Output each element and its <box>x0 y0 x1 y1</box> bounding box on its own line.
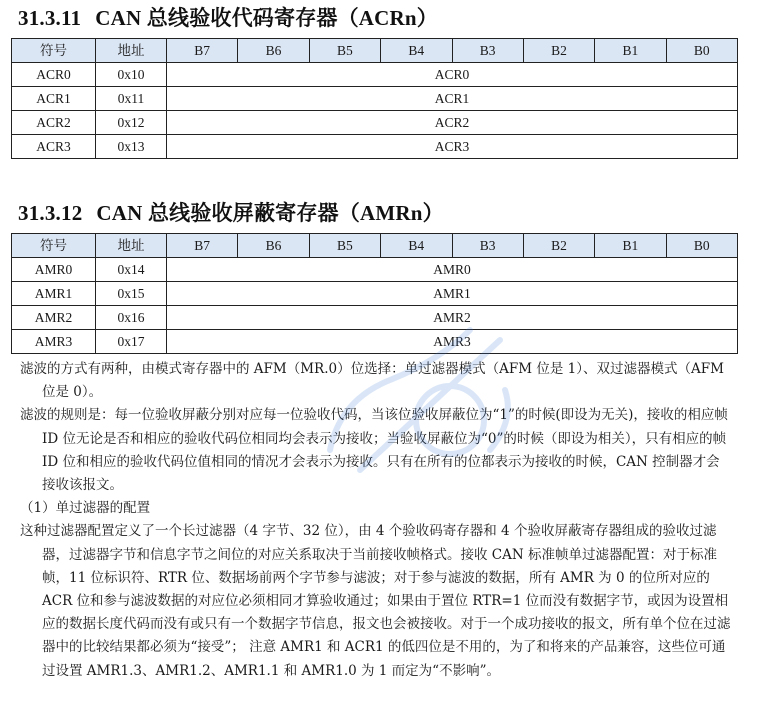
header-address: 地址 <box>96 39 167 63</box>
cell-value: AMR2 <box>167 306 738 330</box>
header-b1: B1 <box>595 39 666 63</box>
cell-symbol: AMR3 <box>12 330 96 354</box>
acr-register-table <box>11 38 738 159</box>
paragraph-single-filter: 这种过滤器配置定义了一个长过滤器（4 字节、32 位），由 4 个验收码寄存器和 4 个验收屏蔽寄存器组成的验收过滤器，过滤器字节和信息字节之间位的对应关系取决于当前接收帧格式。接收 CAN 标准帧单过滤器配置：对于标准帧，11 位标识符、RTR 位、数据场前两个字节参与滤波；对于参与滤波的数据，所有 AMR 为 0 的位所对应的 ACR 位和参与滤波数据的对应位必须相同才算验收通过；如果由于置位 RTR=1 位而没有数据字节，或因为设置相应的数据长度代码而没有或只有一个数据字节信息，报文也会被接收。对于一个成功接收的报文，所有单个位在过滤器中的比较结果都必须为“接受”； 注意 AMR1 和 ACR1 的低四位是不用的，为了和将来的产品兼容，这些位可通过设置 AMR1.3、AMR1.2、AMR1.1 和 AMR1.0 为 1 而定为“不影响”。 <box>20 523 731 679</box>
body-text <box>20 358 732 683</box>
header-symbol: 符号 <box>12 39 96 63</box>
cell-value: ACR2 <box>167 111 738 135</box>
table-row <box>12 282 738 306</box>
table-row <box>12 63 738 87</box>
header-b7: B7 <box>167 39 238 63</box>
cell-value: AMR3 <box>167 330 738 354</box>
table-row <box>12 330 738 354</box>
paragraph-subheading: （1）单过滤器的配置 <box>20 500 151 517</box>
cell-value: AMR1 <box>167 282 738 306</box>
header-b5: B5 <box>309 39 380 63</box>
header-b1: B1 <box>595 234 666 258</box>
section-number: 31.3.12 <box>18 201 83 225</box>
cell-address: 0x10 <box>96 63 167 87</box>
section-title: CAN 总线验收代码寄存器（ACRn） <box>95 6 438 30</box>
cell-symbol: AMR2 <box>12 306 96 330</box>
cell-address: 0x11 <box>96 87 167 111</box>
header-b0: B0 <box>666 234 737 258</box>
header-b6: B6 <box>238 234 309 258</box>
cell-address: 0x13 <box>96 135 167 159</box>
cell-symbol: ACR1 <box>12 87 96 111</box>
cell-value: ACR1 <box>167 87 738 111</box>
cell-address: 0x15 <box>96 282 167 306</box>
table-header-row <box>12 39 738 63</box>
cell-symbol: AMR0 <box>12 258 96 282</box>
cell-address: 0x14 <box>96 258 167 282</box>
cell-address: 0x17 <box>96 330 167 354</box>
header-b7: B7 <box>167 234 238 258</box>
paragraph-filter-rules: 滤波的规则是：每一位验收屏蔽分别对应每一位验收代码，当该位验收屏蔽位为“1”的时候(即设为无关)，接收的相应帧 ID 位无论是否和相应的验收代码位相同均会表示为接收；当验收屏蔽位为“0”的时候（即设为相关），只有相应的帧 ID 位和相应的验收代码位值相同的情况才会表示为接收。只有在所有的位都表示为接收的时候，CAN 控制器才会接收该报文。 <box>20 407 728 494</box>
header-b5: B5 <box>309 234 380 258</box>
header-b3: B3 <box>452 234 523 258</box>
amr-register-table <box>11 233 738 354</box>
cell-symbol: ACR3 <box>12 135 96 159</box>
cell-symbol: AMR1 <box>12 282 96 306</box>
table-row <box>12 258 738 282</box>
header-b4: B4 <box>381 39 452 63</box>
paragraph-filter-modes: 滤波的方式有两种，由模式寄存器中的 AFM（MR.0）位选择：单过滤器模式（AFM 位是 1）、双过滤器模式（AFM 位是 0）。 <box>20 361 724 401</box>
table-row <box>12 306 738 330</box>
section-title: CAN 总线验收屏蔽寄存器（AMRn） <box>96 201 444 225</box>
cell-value: AMR0 <box>167 258 738 282</box>
table-row <box>12 111 738 135</box>
header-symbol: 符号 <box>12 234 96 258</box>
header-address: 地址 <box>96 234 167 258</box>
section-heading-acr <box>18 2 438 32</box>
section-heading-amr <box>18 197 444 227</box>
header-b3: B3 <box>452 39 523 63</box>
header-b6: B6 <box>238 39 309 63</box>
cell-symbol: ACR2 <box>12 111 96 135</box>
section-number: 31.3.11 <box>18 6 82 30</box>
table-row <box>12 87 738 111</box>
cell-address: 0x12 <box>96 111 167 135</box>
table-header-row <box>12 234 738 258</box>
table-row <box>12 135 738 159</box>
cell-address: 0x16 <box>96 306 167 330</box>
cell-symbol: ACR0 <box>12 63 96 87</box>
header-b2: B2 <box>523 39 594 63</box>
cell-value: ACR3 <box>167 135 738 159</box>
cell-value: ACR0 <box>167 63 738 87</box>
header-b0: B0 <box>666 39 737 63</box>
header-b4: B4 <box>381 234 452 258</box>
header-b2: B2 <box>523 234 594 258</box>
